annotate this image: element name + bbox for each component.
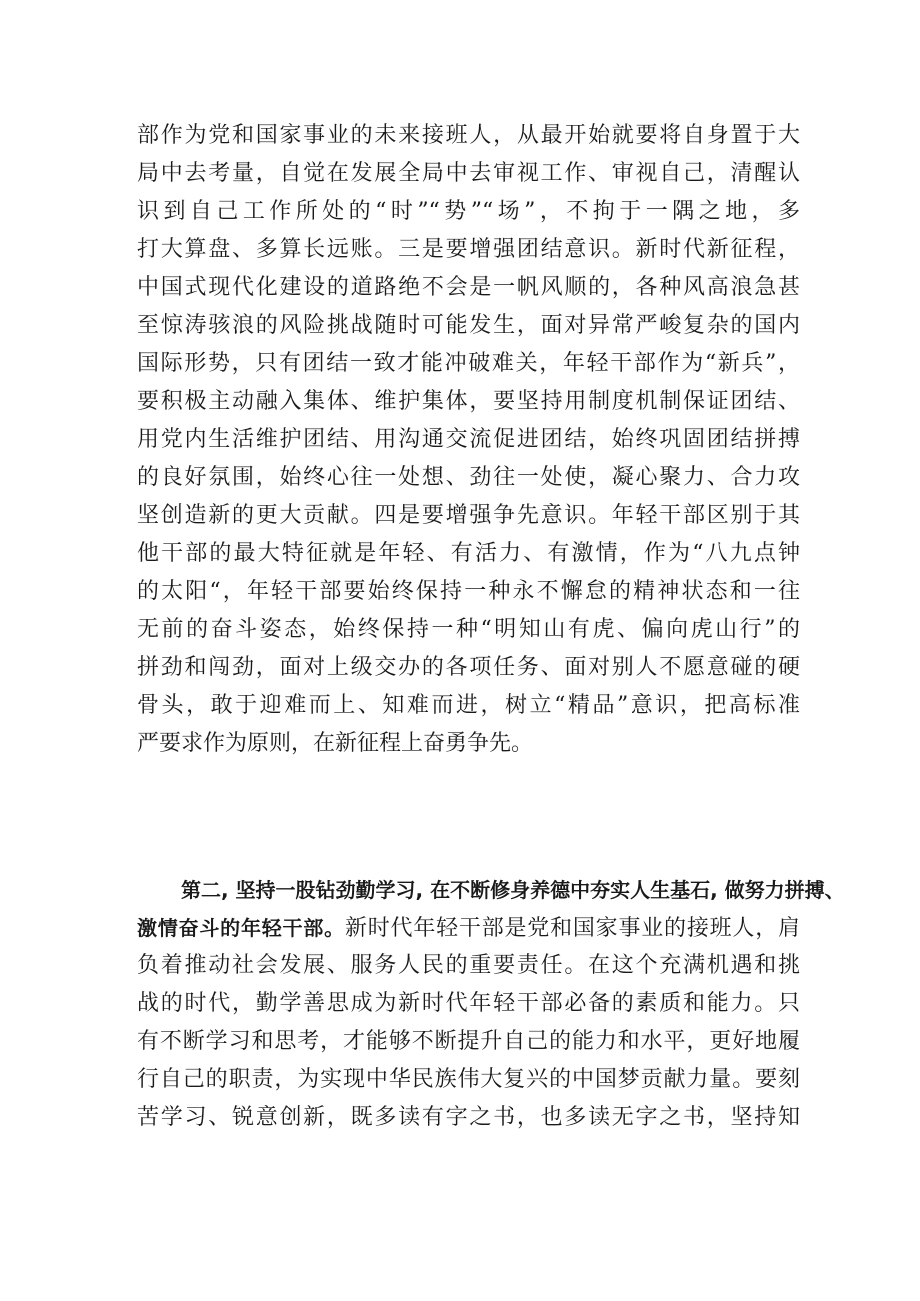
text-line: 苦学习、锐意创新，既多读有字之书，也多读无字之书，坚持知 [137, 1105, 800, 1130]
body-text: 新时代年轻干部是党和国家事业的接班人，肩 [344, 916, 800, 941]
text-line: 打大算盘、多算长远账。三是要增强团结意识。新时代新征程， [137, 237, 800, 262]
text-line: 局中去考量，自觉在发展全局中去审视工作、审视自己，清醒认 [137, 161, 800, 186]
text-line: 要积极主动融入集体、维护集体，要坚持用制度机制保证团结、 [137, 389, 800, 414]
text-line: 无前的奋斗姿态，始终保持一种“明知山有虎、偏向虎山行”的 [137, 617, 800, 642]
text-line: 骨头，敢于迎难而上、知难而进，树立“精品”意识，把高标准 [137, 693, 800, 718]
text-line: 有不断学习和思考，才能够不断提升自己的能力和水平，更好地履 [137, 1029, 800, 1054]
text-line: 行自己的职责，为实现中华民族伟大复兴的中国梦贡献力量。要刻 [137, 1067, 800, 1092]
text-line: 战的时代，勤学善思成为新时代年轻干部必备的素质和能力。只 [137, 991, 800, 1016]
text-line [137, 909, 800, 947]
text-line: 部作为党和国家事业的未来接班人，从最开始就要将自身置于大 [137, 123, 800, 148]
text-line: 识到自己工作所处的“时”“势”“场”，不拘于一隅之地，多 [137, 199, 800, 224]
section-heading: 第二, 坚持一股钻劲勤学习, 在不断修身养德中夯实人生基石, 做努力拼搏、 [181, 878, 845, 902]
text-line: 拼劲和闯劲，面对上级交办的各项任务、面对别人不愿意碰的硬 [137, 655, 800, 680]
paragraph-1 [137, 117, 800, 763]
text-line: 坚创造新的更大贡献。四是要增强争先意识。年轻干部区别于其 [137, 503, 800, 528]
text-line: 严要求作为原则，在新征程上奋勇争先。 [137, 731, 534, 756]
text-line: 中国式现代化建设的道路绝不会是一帆风顺的，各种风高浪急甚 [137, 275, 800, 300]
text-line: 他干部的最大特征就是年轻、有活力、有激情，作为“八九点钟 [137, 541, 800, 566]
text-line: 的良好氛围，始终心往一处想、劲往一处使，凝心聚力、合力攻 [137, 465, 800, 490]
text-line: 的太阳“，年轻干部要始终保持一种永不懈怠的精神状态和一往 [137, 579, 800, 604]
paragraph-2 [137, 871, 845, 1137]
text-line: 至惊涛骇浪的风险挑战随时可能发生，面对异常严峻复杂的国内 [137, 313, 800, 338]
section-heading-end: 激情奋斗的年轻干部。 [137, 916, 345, 940]
text-line: 国际形势，只有团结一致才能冲破难关，年轻干部作为“新兵”， [137, 351, 800, 376]
heading-line [137, 871, 845, 909]
text-line: 用党内生活维护团结、用沟通交流促进团结，始终巩固团结拼搏 [137, 427, 800, 452]
text-line: 负着推动社会发展、服务人民的重要责任。在这个充满机遇和挑 [137, 953, 800, 978]
